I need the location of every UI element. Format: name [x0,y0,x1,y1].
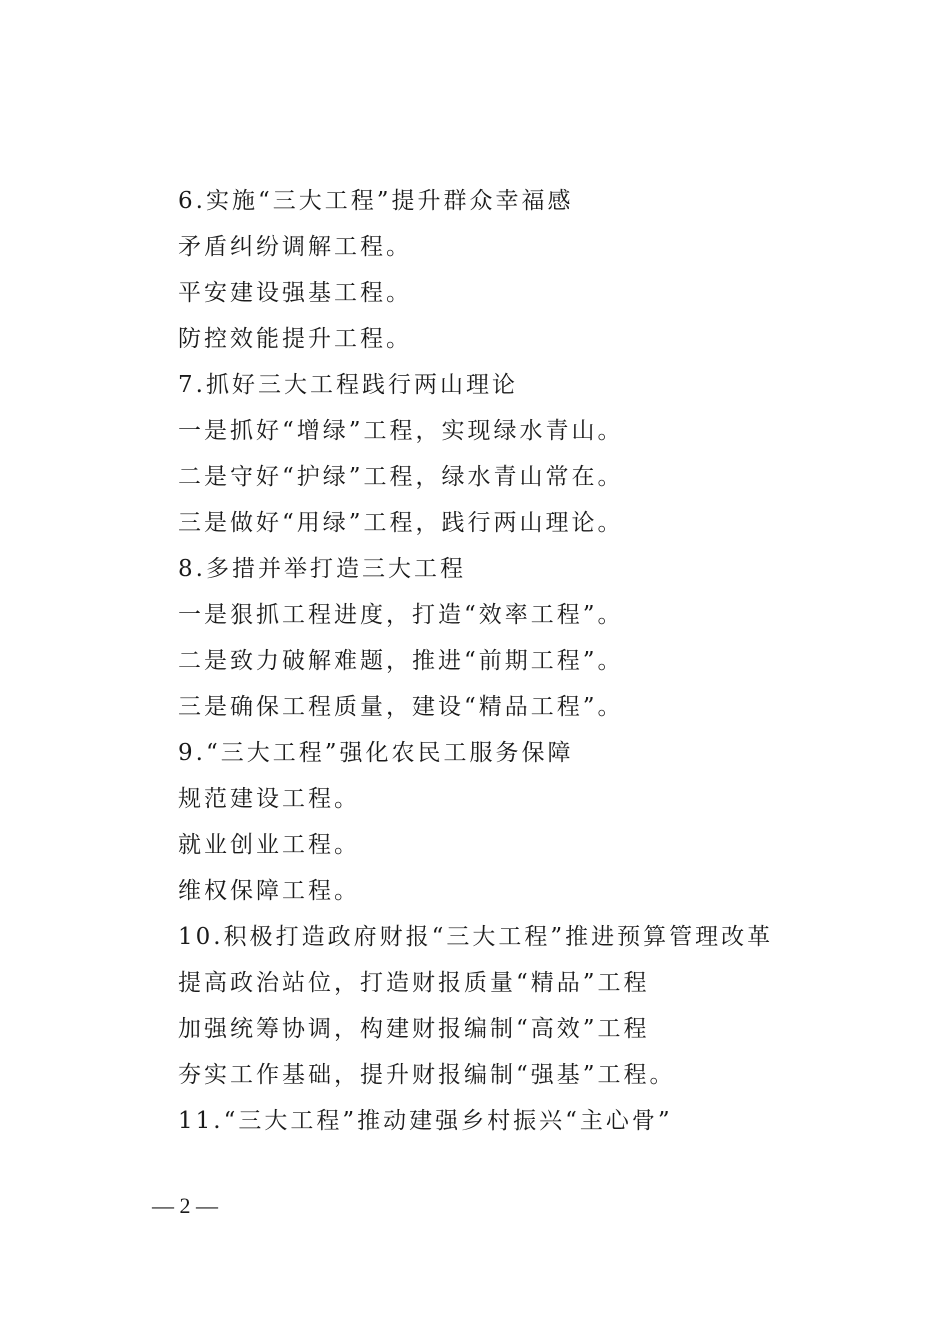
body-line: 一是狠抓工程进度，打造“效率工程”。 [178,602,624,628]
heading-9: 9.“三大工程”强化农民工服务保障 [178,740,574,766]
body-line: 就业创业工程。 [178,832,360,858]
body-line: 二是致力破解难题，推进“前期工程”。 [178,648,624,674]
body-line: 夯实工作基础，提升财报编制“强基”工程。 [178,1062,676,1088]
body-line: 规范建设工程。 [178,786,360,812]
heading-8: 8.多措并举打造三大工程 [178,556,466,582]
heading-11: 11.“三大工程”推动建强乡村振兴“主心骨” [178,1108,673,1134]
body-line: 矛盾纠纷调解工程。 [178,234,412,260]
body-line: 三是确保工程质量，建设“精品工程”。 [178,694,624,720]
body-line: 提高政治站位，打造财报质量“精品”工程 [178,970,650,996]
body-line: 三是做好“用绿”工程，践行两山理论。 [178,510,624,536]
page-number: — 2 — [152,1193,218,1218]
body-line: 平安建设强基工程。 [178,280,412,306]
heading-7: 7.抓好三大工程践行两山理论 [178,372,518,398]
heading-10: 10.积极打造政府财报“三大工程”推进预算管理改革 [178,924,774,950]
body-line: 维权保障工程。 [178,878,360,904]
document-body [178,178,878,1144]
body-line: 加强统筹协调，构建财报编制“高效”工程 [178,1016,650,1042]
body-line: 二是守好“护绿”工程，绿水青山常在。 [178,464,624,490]
heading-6: 6.实施“三大工程”提升群众幸福感 [178,188,574,214]
body-line: 一是抓好“增绿”工程，实现绿水青山。 [178,418,624,444]
body-line: 防控效能提升工程。 [178,326,412,352]
